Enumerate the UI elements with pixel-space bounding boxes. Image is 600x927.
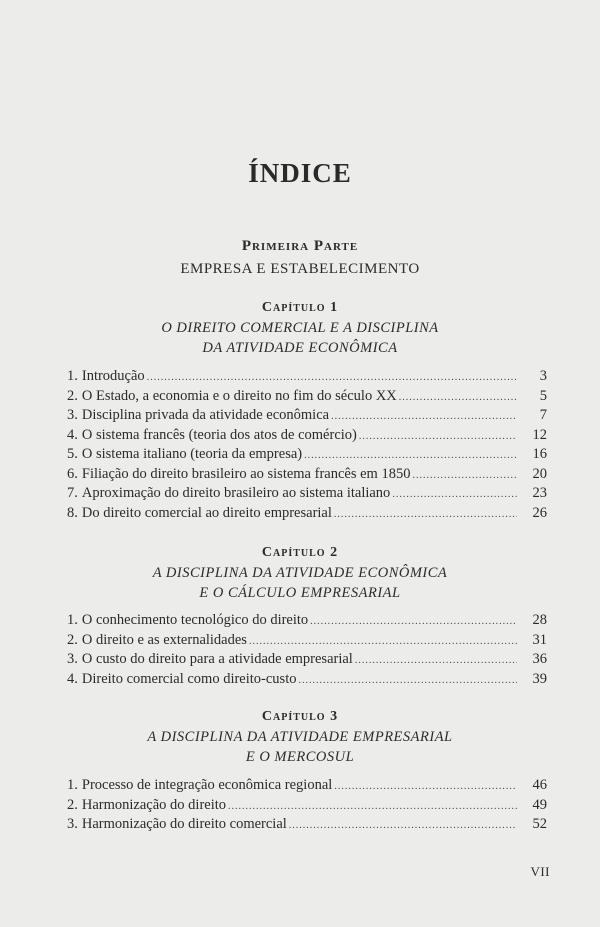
toc-entry-number: 8. <box>67 504 78 521</box>
chapter-title-line: E O MERCOSUL <box>245 749 355 765</box>
dot-leader <box>355 655 517 666</box>
toc-entry[interactable] <box>67 777 547 797</box>
chapter-title-line: A DISCIPLINA DA ATIVIDADE EMPRESARIAL <box>147 729 453 745</box>
toc-entry-label: O conhecimento tecnológico do direito <box>81 612 309 628</box>
dot-leader <box>412 470 517 481</box>
toc-entry[interactable] <box>67 816 547 836</box>
chapter-3-entries <box>67 777 547 836</box>
toc-entry-page: 26 <box>532 504 547 521</box>
dot-leader <box>359 431 517 442</box>
toc-entry-label: Harmonização do direito <box>81 796 227 813</box>
toc-entry[interactable] <box>67 407 547 427</box>
dot-leader <box>147 372 517 383</box>
toc-entry-number: 3. <box>67 816 78 832</box>
page-number: VII <box>530 864 550 879</box>
part-subtitle: EMPRESA E ESTABELECIMENTO <box>180 261 420 277</box>
dot-leader <box>334 509 517 520</box>
toc-entry[interactable] <box>67 466 547 486</box>
chapter-label: Capítulo 3 <box>261 709 339 724</box>
chapter-label: Capítulo 1 <box>261 300 339 315</box>
toc-entry[interactable] <box>67 505 547 525</box>
chapter-title-line: E O CÁLCULO EMPRESARIAL <box>199 585 401 601</box>
toc-entry-page: 36 <box>532 651 547 667</box>
toc-entry-number: 2. <box>67 631 78 648</box>
chapter-3-heading <box>0 707 600 767</box>
toc-entry-label: Filiação do direito brasileiro ao sistema francês em 1850 <box>81 465 411 482</box>
dot-leader <box>334 781 517 792</box>
toc-entry-number: 3. <box>67 407 78 423</box>
page-title: ÍNDICE <box>248 158 352 188</box>
toc-entry-page: 20 <box>532 465 547 482</box>
toc-entry[interactable] <box>67 671 547 691</box>
toc-entry[interactable] <box>67 651 547 671</box>
toc-entry[interactable] <box>67 485 547 505</box>
toc-entry[interactable] <box>67 388 547 408</box>
dot-leader <box>399 392 517 403</box>
toc-entry-page: 5 <box>539 387 547 404</box>
dot-leader <box>249 636 517 647</box>
toc-entry-page: 23 <box>532 485 547 501</box>
part-title: Primeira Parte <box>241 238 359 254</box>
toc-entry-label: O custo do direito para a atividade empresarial <box>81 651 353 667</box>
toc-entry-label: O Estado, a economia e o direito no fim do século XX <box>81 387 397 404</box>
chapter-1-heading <box>0 298 600 358</box>
toc-entry-page: 31 <box>532 631 547 648</box>
chapter-2-entries <box>67 612 547 690</box>
toc-entry[interactable] <box>67 797 547 817</box>
dot-leader <box>298 675 517 686</box>
toc-entry-label: O sistema francês (teoria dos atos de comércio) <box>81 426 357 443</box>
toc-entry-label: O direito e as externalidades <box>81 631 247 648</box>
toc-entry[interactable] <box>67 612 547 632</box>
toc-entry-label: O sistema italiano (teoria da empresa) <box>81 446 303 462</box>
dot-leader <box>289 820 517 831</box>
toc-entry-label: Harmonização do direito comercial <box>81 816 287 832</box>
dot-leader <box>310 616 517 627</box>
chapter-title-line: DA ATIVIDADE ECONÔMICA <box>202 340 398 356</box>
chapter-title-line: O DIREITO COMERCIAL E A DISCIPLINA <box>161 320 439 336</box>
toc-entry-page: 52 <box>532 816 547 832</box>
dot-leader <box>228 801 517 812</box>
toc-entry-number: 1. <box>67 368 78 384</box>
toc-entry-page: 49 <box>532 796 547 813</box>
toc-entry-number: 3. <box>67 651 78 667</box>
toc-entry-label: Direito comercial como direito-custo <box>81 670 297 687</box>
toc-entry-page: 7 <box>539 407 547 423</box>
dot-leader <box>331 411 517 422</box>
toc-entry-number: 5. <box>67 446 78 462</box>
toc-entry-page: 3 <box>539 368 547 384</box>
toc-entry-label: Do direito comercial ao direito empresarial <box>81 504 332 521</box>
toc-entry[interactable] <box>67 632 547 652</box>
toc-entry-number: 4. <box>67 670 78 687</box>
toc-entry-number: 4. <box>67 426 78 443</box>
toc-entry-number: 6. <box>67 465 78 482</box>
chapter-title-line: A DISCIPLINA DA ATIVIDADE ECONÔMICA <box>152 565 448 581</box>
chapter-label: Capítulo 2 <box>261 545 339 560</box>
toc-entry-page: 39 <box>532 670 547 687</box>
toc-entry-number: 7. <box>67 485 78 501</box>
toc-entry-page: 16 <box>532 446 547 462</box>
dot-leader <box>392 489 517 500</box>
dot-leader <box>304 450 517 461</box>
toc-entry-number: 1. <box>67 612 78 628</box>
toc-entry-label: Processo de integração econômica regional <box>81 777 333 793</box>
toc-entry[interactable] <box>67 446 547 466</box>
toc-entry-page: 46 <box>532 777 547 793</box>
toc-entry-label: Introdução <box>81 368 145 384</box>
toc-entry-number: 2. <box>67 796 78 813</box>
toc-entry-label: Aproximação do direito brasileiro ao sistema italiano <box>81 485 391 501</box>
chapter-2-heading <box>0 543 600 603</box>
chapter-1-entries <box>67 368 547 524</box>
toc-entry-page: 12 <box>532 426 547 443</box>
toc-entry-label: Disciplina privada da atividade econômica <box>81 407 330 423</box>
toc-entry-page: 28 <box>532 612 547 628</box>
toc-entry-number: 2. <box>67 387 78 404</box>
toc-entry-number: 1. <box>67 777 78 793</box>
toc-entry[interactable] <box>67 368 547 388</box>
toc-entry[interactable] <box>67 427 547 447</box>
